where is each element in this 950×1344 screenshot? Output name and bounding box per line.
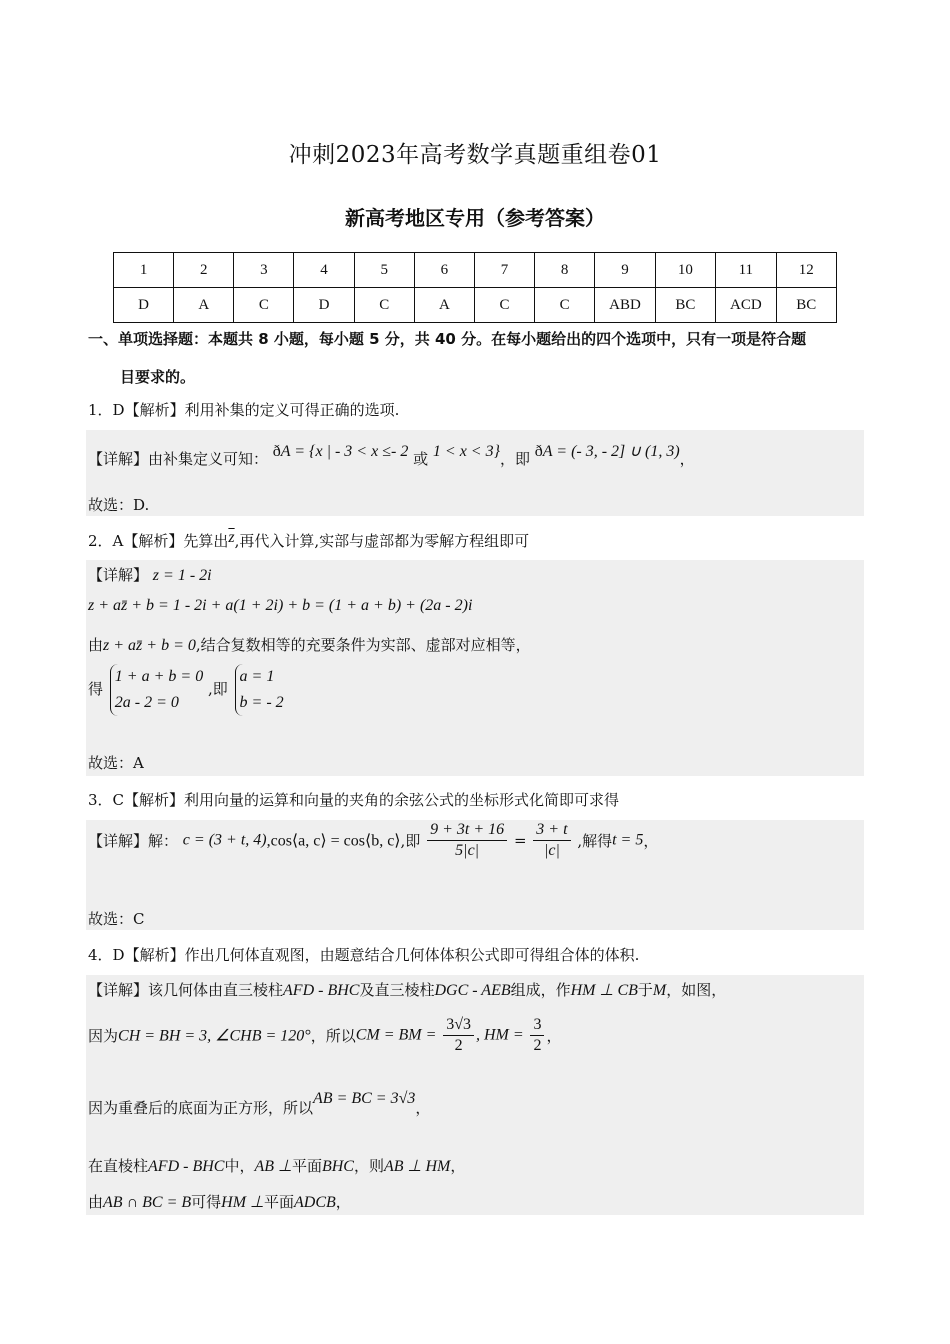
answer-cell: ACD: [716, 288, 777, 323]
q1-complement-symbol: ð: [272, 443, 281, 460]
q4-l2-c: ，所以: [310, 1027, 356, 1045]
q2-detail-box: [86, 560, 864, 776]
q4-l2-end: ，: [546, 1027, 562, 1045]
q4-fraction-1-denominator: 2: [454, 1037, 463, 1054]
q3-fraction-1-denominator: 5|c|: [455, 842, 480, 859]
q3-detail-label: 【详解】解：: [88, 832, 179, 850]
answer-cell: A: [174, 288, 234, 323]
question-number: 9: [595, 253, 656, 288]
q2-detail-label: 【详解】: [88, 566, 149, 584]
section-heading: [88, 320, 868, 396]
q4-ab-bc: AB = BC = 3√3: [313, 1090, 416, 1107]
q4-l1-i: ，如图，: [666, 981, 727, 999]
q4-prism-2: DGC - AEB: [434, 982, 511, 999]
answer-cell: A: [414, 288, 474, 323]
q4-l4-plane: BHC: [321, 1158, 354, 1175]
q1-or: 或: [413, 450, 429, 468]
q1-analysis: 1．D【解析】利用补集的定义可得正确的选项.: [88, 401, 400, 419]
q2-system-2-eq-a: a = 1: [239, 668, 275, 685]
q4-fraction-2-denominator: 2: [533, 1037, 542, 1054]
question-number: 10: [655, 253, 715, 288]
question-number: 4: [294, 253, 354, 288]
q4-l3-c: ，: [415, 1099, 431, 1117]
q3-c-vector: c = (3 + t, 4): [182, 831, 267, 849]
q4-l4-ab: AB ⊥: [254, 1158, 292, 1175]
q1-set-expression: A = {x | - 3 < x ≤- 2: [280, 443, 409, 460]
q1-comma: ，: [679, 450, 695, 468]
q4-l5-e: 平面: [263, 1193, 294, 1211]
q4-l4-ab-hm: AB ⊥ HM: [383, 1158, 451, 1175]
q2-analysis: [88, 530, 529, 551]
question-number: 2: [174, 253, 234, 288]
q4-prism-1: AFD - BHC: [283, 982, 360, 999]
q3-fraction-1-numerator: 9 + 3t + 16: [427, 820, 507, 841]
page-subtitle: 新高考地区专用（参考答案）: [345, 206, 605, 230]
q4-l5-a: 由: [88, 1193, 104, 1211]
q4-fraction-2: [530, 1015, 544, 1056]
q1-choose-box: [86, 486, 864, 516]
q4-point-m: M: [652, 982, 667, 999]
q2-system-1-eq-b: 2a - 2 = 0: [114, 694, 179, 711]
answer-cell: BC: [776, 288, 836, 323]
q3-solve: ,解得: [577, 832, 613, 850]
q3-fraction-2-numerator: 3 + t: [533, 820, 570, 841]
q3-ji: ,即: [400, 832, 421, 850]
q4-l4-c: 中，: [224, 1157, 255, 1175]
q2-system-1: [110, 664, 203, 716]
q4-fraction-2-numerator: 3: [530, 1015, 544, 1036]
answer-cell: ABD: [595, 288, 656, 323]
q1-choose: 故选：D.: [88, 496, 150, 514]
answer-cell: C: [535, 288, 595, 323]
answer-cell: C: [234, 288, 294, 323]
q2-eq3-text: ,结合复数相等的充要条件为实部、虚部对应相等，: [195, 636, 531, 654]
answer-cell: BC: [655, 288, 715, 323]
q1-complement-symbol-2: ð: [534, 443, 543, 460]
q4-fraction-1: [443, 1015, 474, 1056]
q4-l5-intersection: AB ∩ BC = B: [103, 1194, 192, 1211]
q3-fraction-2: [533, 820, 570, 861]
q4-l5-hm: HM ⊥: [221, 1194, 264, 1211]
q4-cm-bm: CM = BM =: [355, 1026, 437, 1044]
q4-l4-e: 平面: [291, 1157, 322, 1175]
q2-head-b: ,再代入计算,实部与虚部都为零解方程组即可: [234, 532, 530, 550]
q4-l4-prism: AFD - BHC: [148, 1158, 225, 1175]
q4-l5-plane: ADCB: [294, 1194, 336, 1211]
q2-head-a: 2．A【解析】先算出: [88, 532, 229, 550]
q4-l1-c: 及直三棱柱: [359, 981, 435, 999]
answer-table: [113, 252, 837, 323]
q2-system-2: [235, 664, 284, 716]
q2-ji: ,即: [207, 680, 228, 698]
q1-ji: ，即: [499, 450, 530, 468]
q2-eq3: z + az̄ + b = 0: [103, 637, 196, 654]
q3-choose: 故选：C: [88, 910, 145, 928]
section-heading-line2: 目要求的。: [120, 368, 196, 386]
q1-set-expression-b: 1 < x < 3}: [432, 443, 500, 460]
question-number: 6: [414, 253, 474, 288]
q2-eq2: z + az̄ + b = 1 - 2i + a(1 + 2i) + b = (1 + a + b) + (2a - 2)i: [88, 597, 473, 614]
answer-table-numbers-row: [114, 253, 837, 288]
q2-system-2-eq-b: b = - 2: [239, 694, 284, 711]
q4-l2-a: 因为: [88, 1027, 119, 1045]
question-number: 1: [114, 253, 174, 288]
page-title: 冲刺2023年高考数学真题重组卷01: [288, 142, 662, 168]
q4-l4-i: ，: [450, 1157, 466, 1175]
q4-l4-a: 在直棱柱: [88, 1157, 149, 1175]
q4-given: CH = BH = 3, ∠CHB = 120°: [118, 1027, 311, 1045]
q3-comma: ，: [643, 832, 659, 850]
q4-l5-c: 可得: [191, 1193, 222, 1211]
q2-eq1: z = 1 - 2i: [152, 567, 212, 584]
q2-choose: 故选：A: [88, 754, 144, 772]
question-number: 12: [776, 253, 836, 288]
q4-detail-box: [86, 975, 864, 1215]
answer-cell: D: [294, 288, 354, 323]
q3-detail-box: [86, 820, 864, 930]
q3-fraction-2-denominator: |c|: [543, 842, 560, 859]
q2-you: 由: [88, 636, 104, 654]
answer-table-answers-row: [114, 288, 837, 323]
q2-de: 得: [88, 680, 104, 698]
q4-l5-g: ，: [335, 1193, 351, 1211]
q4-l1-g: 于: [637, 981, 653, 999]
q4-l4-g: ，则: [353, 1157, 384, 1175]
question-number: 5: [354, 253, 414, 288]
q2-system-1-eq-a: 1 + a + b = 0: [114, 668, 204, 685]
q3-equals: =: [513, 831, 527, 850]
question-number: 11: [716, 253, 777, 288]
q3-analysis: 3．C【解析】利用向量的运算和向量的夹角的余弦公式的坐标形式化简即可求得: [88, 791, 620, 809]
q1-detail-label: 【详解】由补集定义可知：: [88, 450, 269, 468]
q4-l3-a: 因为重叠后的底面为正方形，所以: [88, 1099, 314, 1117]
q4-perpendicular: HM ⊥ CB: [570, 982, 638, 999]
q3-t-value: t = 5: [612, 831, 644, 849]
q3-fraction-1: [427, 820, 507, 861]
q4-analysis: 4．D【解析】作出几何体直观图，由题意结合几何体体积公式即可得组合体的体积.: [88, 946, 640, 964]
q1-result-set: A = (- 3, - 2] ∪ (1, 3): [542, 443, 680, 460]
answer-cell: C: [474, 288, 534, 323]
q3-cos-equation: ,cos⟨a, c⟩ = cos⟨b, c⟩: [266, 832, 401, 850]
question-number: 8: [535, 253, 595, 288]
answer-cell: D: [114, 288, 174, 323]
q2-zbar: $\overline{z}$: [228, 529, 235, 546]
question-number: 3: [234, 253, 294, 288]
section-heading-line1: 一、单项选择题：本题共 8 小题，每小题 5 分，共 40 分。在每小题给出的四个选项中，只有一项是符合题: [88, 330, 807, 348]
answer-cell: C: [354, 288, 414, 323]
q4-l1-e: 组成，作: [510, 981, 571, 999]
q4-l1-a: 【详解】该几何体由直三棱柱: [88, 981, 284, 999]
q1-detail-box: [86, 430, 864, 486]
q4-hm: , HM =: [475, 1026, 524, 1044]
q4-fraction-1-numerator: 3√3: [443, 1015, 474, 1036]
question-number: 7: [474, 253, 534, 288]
